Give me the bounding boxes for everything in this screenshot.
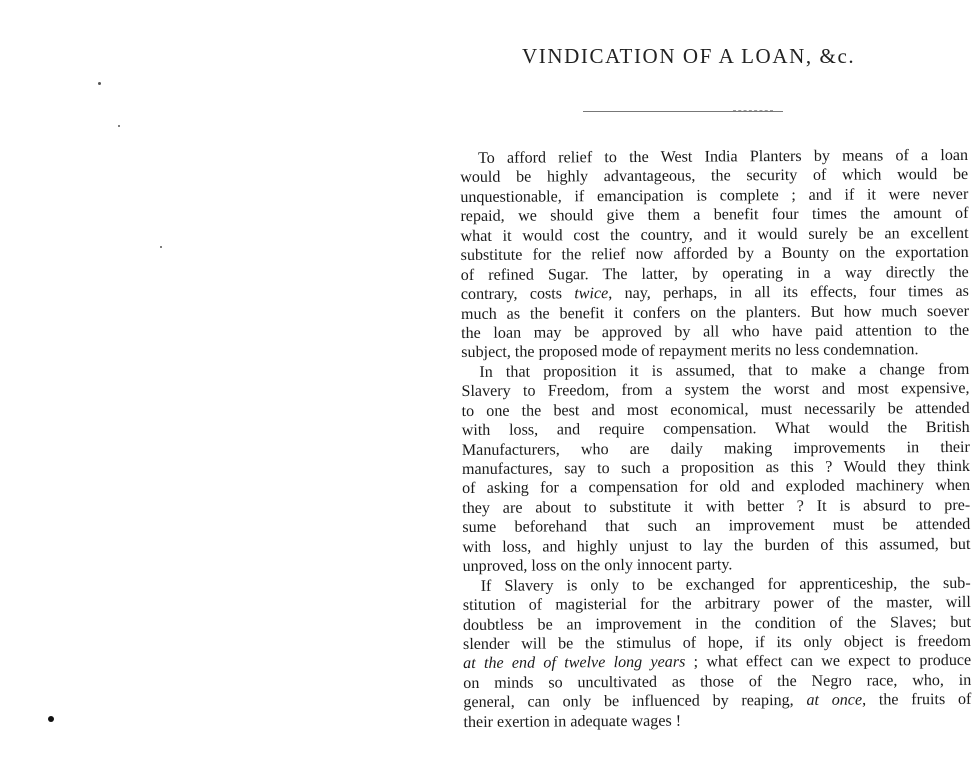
text-line <box>461 243 969 266</box>
text-segment: subject, the proposed mode of repayment merits no less condemnation. <box>461 341 919 362</box>
text-segment: much as the benefit it confers on the planters. But how much soever <box>460 302 970 323</box>
text-segment: , the fruits of <box>862 691 972 709</box>
italic-segment: at the end of twelve long years <box>463 654 686 673</box>
page-speck <box>48 716 54 722</box>
text-line <box>461 282 969 305</box>
text-segment: Manufacturers, who are daily making improvements in their <box>461 438 970 459</box>
text-segment: doubtless be an improvement in the condition of the Slaves; but <box>462 613 971 634</box>
text-line <box>463 690 971 713</box>
text-segment: contrary, costs <box>460 285 575 304</box>
text-line <box>462 418 970 441</box>
text-segment: repaid, we should give them a benefit four times the amount of <box>460 205 969 226</box>
text-segment: the loan may be approved by all who have paid attention to the <box>461 321 970 342</box>
text-segment: general, can only be influenced by reaping, <box>463 692 807 712</box>
text-line <box>462 535 970 558</box>
text-segment: with loss, and require compensation. What would the British <box>461 419 970 440</box>
text-segment: unquestionable, if emancipation is complete ; and if it were never <box>460 185 969 206</box>
text-segment: what it would cost the country, and it would surely be an excellent <box>460 224 969 245</box>
title-rule <box>583 111 783 112</box>
text-segment: In that proposition it is assumed, that to make a change from <box>479 360 970 381</box>
text-segment: Slavery to Freedom, from a system the worst and most expensive, <box>461 380 970 401</box>
text-segment: their exertion in adequate wages ! <box>463 712 682 731</box>
text-segment: substitute for the relief now afforded by a Bounty on the exportation <box>460 244 969 265</box>
page-speck <box>160 246 162 248</box>
body-text <box>460 146 972 732</box>
italic-segment: twice <box>574 285 609 303</box>
text-segment: would be highly advantageous, the security of which would be <box>460 166 969 187</box>
text-segment: of refined Sugar. The latter, by operating in a way directly the <box>460 263 969 284</box>
text-segment: they are about to substitute it with better ? It is absurd to pre- <box>462 496 971 517</box>
page-speck <box>118 125 120 127</box>
text-segment: slender will be the stimulus of hope, if its only object is freedom <box>462 632 972 653</box>
text-segment: unproved, loss on the only innocent party. <box>462 556 733 576</box>
text-segment: ; what effect can we expect to produce <box>685 652 972 672</box>
text-segment: on minds so uncultivated as those of the Negro race, who, in <box>463 671 972 692</box>
text-line <box>463 593 971 616</box>
text-line <box>461 379 969 402</box>
text-segment: If Slavery is only to be exchanged for apprenticeship, the sub- <box>480 574 971 595</box>
text-segment: sume beforehand that such an improvement must be attended <box>462 516 971 537</box>
text-segment: of asking for a compensation for old and exploded machinery when <box>462 477 971 498</box>
text-segment: , nay, perhaps, in all its effects, four times as <box>608 282 969 303</box>
text-segment: manufactures, say to such a proposition as this ? Would they think <box>461 457 971 478</box>
page-speck <box>98 82 101 85</box>
text-segment: to one the best and most economical, must necessarily be attended <box>461 399 970 420</box>
italic-segment: at once <box>806 691 863 710</box>
text-segment: stitution of magisterial for the arbitrary power of the master, will <box>462 593 971 615</box>
text-line <box>463 710 971 733</box>
text-segment: To afford relief to the West India Planters by means of a loan <box>478 146 969 167</box>
page-title: VINDICATION OF A LOAN, &c. <box>522 44 856 68</box>
text-segment: with loss, and highly unjust to lay the burden of this assumed, but <box>462 535 971 556</box>
